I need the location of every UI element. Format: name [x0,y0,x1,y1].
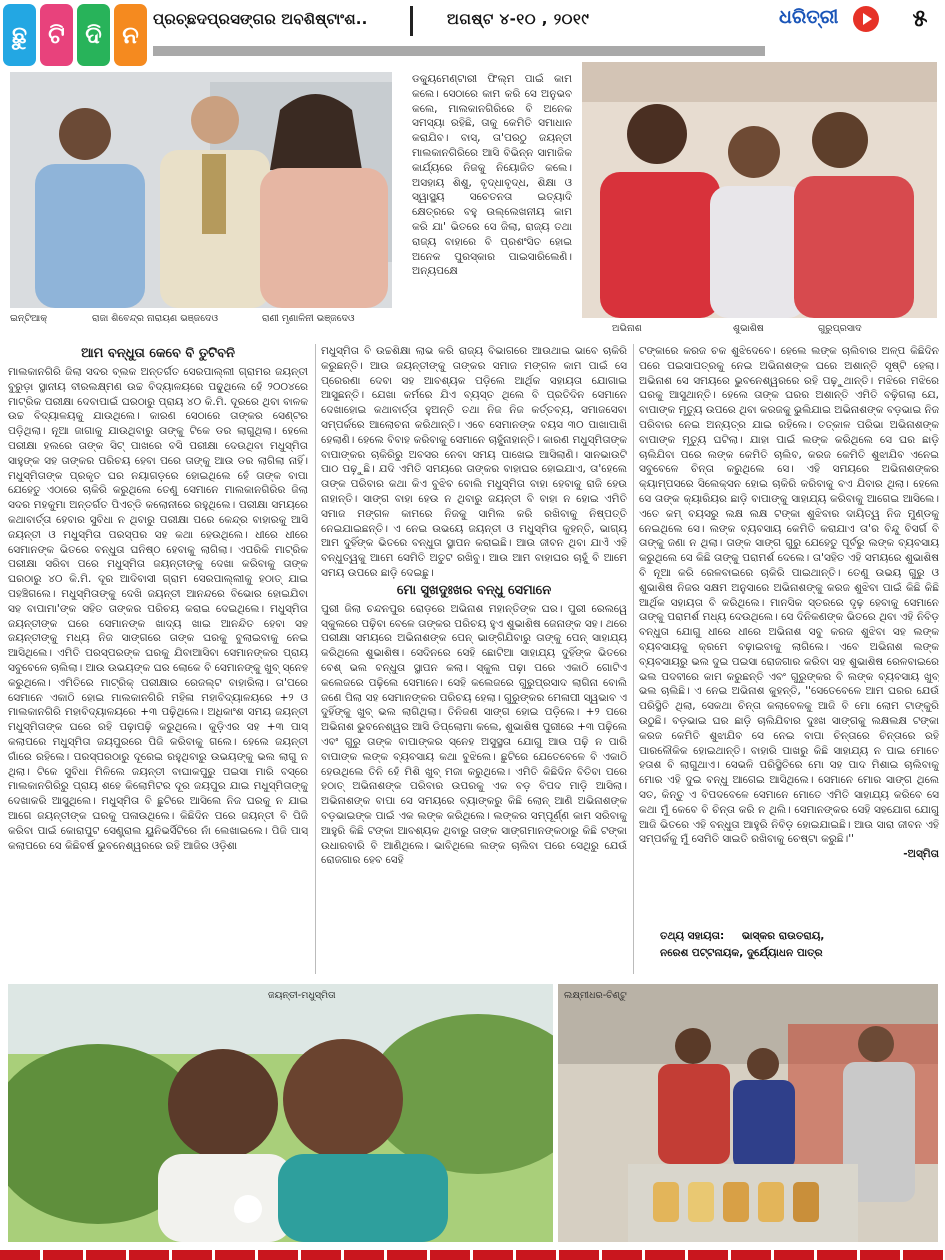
header-bar [153,46,765,56]
credit-line-1: ଭାସ୍କର ରାଉତରାୟ, [741,930,825,942]
three-friends-illustration [582,62,937,318]
page-number: ୫ [912,4,928,32]
credit-label: ତଥ୍ୟ ସହାୟତା: [660,930,725,942]
photo-caption-guruprasad: ଗୁରୁପ୍ରସାଦ [818,323,862,334]
section-title: ପ୍ରଚ୍ଛଦପ୍ରସଙ୍ଗର ଅବଶିଷ୍ଟାଂଶ.. [153,10,368,28]
article-text-col2-top: ମଧୁସ୍ମିତା ବି ଉଚ୍ଚଶିକ୍ଷା ଲାଭ କରି ରାଜ୍ୟ ବିଭାଗରେ ଆଉଥାଇ ଭାବେ ଚାକିରି କରୁଛନ୍ତି। ଆଉ ଜୟନ୍ତୀଙ୍କୁ ତାଙ୍କର ସମାଜ ମଙ୍ଗଳ କାମ ପାଇଁ ସେ ପ୍ରେରଣା ଦେବା ସହ ଆବଶ୍ୟକ ପଡ଼ିଲେ ଆର୍ଥିକ ସହାୟତା ଯୋଗାଇ ଆସୁଛନ୍ତି। ଯେଖା କର୍ମରେ ଯିଏ ବ୍ୟସ୍ତ ଥିଲେ ବି ପ୍ରତିଦିନ ସେମାନେ ଦେଖାହୋଇ କଥାବାର୍ତ୍ତା ହୁଅନ୍ତି ତଥା ନିଜ ନିଜ କର୍ତ୍ତବ୍ୟ, ସମାଜସେବା ସମ୍ପର୍କରେ ଆଲୋଚନା କରିଥାନ୍ତି। ଏବେ ସେମାନଙ୍କ ବୟସ ୩୦ ପାଖାପାଖି ହେଲାଣି। ହେଲେ ବିବାହ କରିବାକୁ ସେମାନେ ଚାହୁଁନାହାନ୍ତି। କାରଣ ମଧୁସ୍ମିତାଙ୍କ ବାପାଙ୍କର ଚାକିରିରୁ ଅବସର ନେବା ସମୟ ପାଖେଇ ଆସିଲାଣି। ସାନଭାଉଟି ପାଠ ପଢ଼ୁଛି। ଯଦି ଏମିତି ସମୟରେ ତାଙ୍କର ବାହାଘର ହୋଇଯାଏ, ତା'ହେଲେ ତାଙ୍କ ପରିବାର କଥା କିଏ ବୁଝିବ ବୋଲି ମଧୁସ୍ମିତା ବାହା ହେବାକୁ ରାଜି ହେଉ ନାହାନ୍ତି। ସାଙ୍ଗ ବାହା ହେଉ ନ ଥିବାରୁ ଜୟନ୍ତୀ ବି ବାହା ନ ହୋଇ ଏମିତି ସମାଜ ମଙ୍ଗଳ କାମରେ ନିଜକୁ ସାମିଲ କରି ରଖିବାକୁ ନିଷ୍ପତ୍ତି ନେଇଯାଇଛନ୍ତି। ଏ ନେଇ ଉଭୟେ ଜୟନ୍ତୀ ଓ ମଧୁସ୍ମିତା କୁହନ୍ତି, ଭାଗ୍ୟ ଆମ ଦୁହିଁଙ୍କ ଭିତରେ ବନ୍ଧୁତା ସ୍ଥାପନ କରାଇଛି। ଆଉ ଜୀବନ ଥିବା ଯାଏଁ ଏହି ବନ୍ଧୁତ୍ୱକୁ ଆମେ ସେମିତି ଅତୁଟ ରଖିବୁ। ଆଉ ଆମ ବାହାଘର ଚାହୁଁ ବି ଆମେ ସମୟ ଉପରେ ଛାଡ଼ି ଦେଇଛୁ। [321,345,627,579]
jayanti-madhusmita-illustration [8,984,553,1242]
section-tile-1: ଛୁ [3,4,36,66]
play-icon [853,6,879,32]
three-friends-photo [582,62,937,318]
article-text-col3: ଟଙ୍କାରେ କରଜ ଚକ ଶୁଝିଦେବେ। ହେଲେ ଲଙ୍କ ଚାଲିବାର ଅଳ୍ପ କିଛିଦିନ ପରେ ପଇସାପତ୍ରକୁ ନେଇ ଅଭିନାଶଙ୍କ ଘରେ ଅଶାନ୍ତି ସୃଷ୍ଟି ହେଲା। ଅଭିନାଶ ସେ ସମୟରେ ଭୁବନେଶ୍ୱରରେ ରହି ପଢ଼ୁଥାନ୍ତି। ମଝିରେ ମଝିରେ ଘରକୁ ଆସୁଥାନ୍ତି। ହେଲେ ତାଙ୍କ ଘରର ଅଶାନ୍ତି ଏମିତି ବଢ଼ିଗଲା ଯେ, ବାପାଙ୍କ ମୃତ୍ୟୁ ଉପରେ ଥିବା କରଜକୁ ଭୁଲିଯାଇ ଅଭିନାଶଙ୍କ ବଡ଼ଭାଇ ନିଜ ପରିବାର ନେଇ ଅନ୍ୟତ୍ର ଯାଇ ରହିଲେ। ତତ୍କାଳ ପରିଭା ଅଭିନାଶଙ୍କ ବାପାଙ୍କ ମୃତ୍ୟୁ ଘଟିଲା। ଯାହା ପାଇଁ ଲଙ୍କ କରିଥିଲେ ସେ ଘର ଛାଡ଼ି ଚାଲିଯିବା ପରେ ଲଙ୍କ କେମିତି ଚାଲିବ, କରଜ କେମିତି ଶୁଝାଯିବ ଏନେଇ ସବୁବେଳେ ଚିନ୍ତା କରୁଥିଲେ ସେ। ଏହି ସମୟରେ ଅଭିନାଶଙ୍କର କ୍ୟାମ୍ପସରେ ସିଲେକ୍ସନ ହୋଇ ଚାକିରି କରିବାକୁ ବଏ ଯିବାର ଥିଲା। ହେଲେ ସେ ତାଙ୍କ କ୍ୟାରିୟର ଛାଡ଼ି ବାପାଙ୍କୁ ସାହାଯ୍ୟ କରିବାକୁ ଆଗେଇ ଆସିଲେ। ଏତେ କମ୍ ବୟସରୁ ଲକ୍ଷ ଲକ୍ଷ ଟଙ୍କା ଶୁଝିବାର ଦାୟିତ୍ୱ ନିଜ ମୁଣ୍ଡକୁ ନେଇଥିଲେ ସେ। ଲଙ୍କ ବ୍ୟବସାୟ କେମିତି କରାଯାଏ ତା'ର ବିନ୍ଦୁ ବିସର୍ଗ ବି ତାଙ୍କୁ ଜଣା ନ ଥିଲା। ତାଙ୍କ ସାଙ୍ଗ ଗୁରୁ ଯେହେତୁ ପୂର୍ବରୁ ଲଙ୍କ ବ୍ୟବସାୟ କରୁଥିଲେ ସେ କିଛି ତାଙ୍କୁ ପରାମର୍ଶ ଦେଲେ। ତା'ସହିତ ଏହି ସମୟରେ ଶୁଭାଶିଷ ବି ନୂଆ କରି ରେଳବାଇରେ ଚାକିରି ପାଇଥାନ୍ତି। ତେଣୁ ଉଭୟ ଗୁରୁ ଓ ଶୁଭାଶିଷ ନିଜର ସକ୍ଷମ ଅନୁସାରେ ଅଭିନାଶଙ୍କୁ କରଜ ଶୁଝିବା ପାଇଁ କିଛି କିଛି ଆର୍ଥିକ ସହାୟତା ବି କରିଥିଲେ। ମାନସିକ ସ୍ତରରେ ଦୃଢ଼ ହେବାକୁ ସେମାନେ ତାଙ୍କୁ ପରାମର୍ଶ ମଧ୍ୟ ଦେଉଥିଲେ। ସେ ଦିନିକଣଙ୍କ ଭିତରେ ଥିବା ଏହି ନିବିଡ଼ ବନ୍ଧୁତା ଯୋଗୁ ଧୀରେ ଧୀରେ ଅଭିନାଶ ସବୁ କରଜ ଶୁଝିବା ସହ ଲଙ୍କ ବ୍ୟବସାୟକୁ କ୍ରମେ ବଢ଼ାଇବାକୁ ଲାଗିଲେ। ଏବେ ଅଭିନାଶ ଲଙ୍କ ବ୍ୟବସାୟରୁ ଭଲ ଦୁଇ ପଇସା ରୋଜଗାର କରିବା ସହ ଶୁଭାଶିଷ ରେଳବାଇରେ ଭଲ ପଦବୀରେ କାମ କରୁଛନ୍ତି ଏବଂ ଗୁରୁଙ୍କର ବି ଲଙ୍କ ବ୍ୟବସାୟ ଖୁବ୍ ଭଲ ଚାଲିଛି। ଏ ନେଇ ଅଭିନାଶ କୁହନ୍ତି, ''ସେତେବେଳେ ଆମ ଘରର ଯେଉଁ ପରିସ୍ଥିତି ଥିଲା, ସେକଥା ଚିନ୍ତା କଲାବେଳକୁ ଆଜି ବି ମୋ ଲୋମ ଟାଙ୍କୁରି ଉଠୁଛି। ବଡ଼ଭାଇ ଘର ଛାଡ଼ି ଚାଲିଯିବାର ଦୁଃଖ ସାଙ୍ଗକୁ ଲକ୍ଷଲକ୍ଷ ଟଙ୍କା କରଜ କେମିତି ଶୁଝାଯିବ ସେ ନେଇ ବାପା ଚିନ୍ତାରେ ଚିନ୍ତାରେ ରହି ପାରଳୌକିକ ହୋଇଥାନ୍ତି। ବାହାରି ପାଖରୁ କିଛି ସାହାଯ୍ୟ ନ ପାଇ ମୋତେ ହତାଶ ବି ଲାଗୁଥାଏ। ସେଭଳି ପରିସ୍ଥିତିରେ ମୋ ସହ ପାଦ ମିଶାଇ ଚାଲିବାକୁ ମୋର ଏହି ଦୁଇ ବନ୍ଧୁ ଆଗେଇ ଆସିଥିଲେ। ସେମାନେ ମୋର ସାଙ୍ଗ ଥିଲେ ସତ, କିନ୍ତୁ ଏ ବିପଦବେଳେ ସେମାନେ ମୋତେ ଏମିତି ସାହାଯ୍ୟ କରିବେ ସେ କଥା ମୁଁ କେବେ ବି ଚିନ୍ତା କରି ନ ଥିଲି। ସେମାନଙ୍କର ସେହି ସହଯୋଗ ଯୋଗୁ ଆଜି ଭିତରେ ଏହି ବନ୍ଧୁତା ଆହୁରି ନିବିଡ଼ ହୋଇଯାଇଛି। ଆଉ ସାରା ଜୀବନ ଏହି ସମ୍ପର୍କକୁ ମୁଁ ସେମିତି ସାଇତି ରଖିବାକୁ ଚେଷ୍ଟା କରୁଛି।'' [639,345,939,846]
issue-date: ଅଗଷ୍ଟ ୪-୧୦ , ୨୦୧୯ [447,10,590,28]
photo-caption-shubhashish: ଶୁଭାଶିଷ [733,323,764,334]
column-divider-1 [315,344,316,974]
headline-friends-in-joy-sorrow: ମୋ ସୁଖଦୁଃଖର ବନ୍ଧୁ ସେମାନେ [396,582,552,598]
info-credits [660,928,940,962]
photo-caption-abhinash: ଅଭିନାଶ [612,323,642,334]
article-text-col2-bottom: ପୁରୀ ଜିଲା ଚନ୍ଦନପୁର ରୋଡ଼ରେ ଅଭିନାଶ ମହାନ୍ତିଙ୍କ ଘର। ପୁରୀ ରେଲୱେ ସ୍କୁଲରେ ପଢ଼ିବା ବେଳେ ତାଙ୍କର ପରିଚୟ ହୁଏ ଶୁଭାଶିଷ ଜେନାଙ୍କ ସହ। ଥରେ ପରୀକ୍ଷା ସମୟରେ ଅଭିନାଶଙ୍କ ପେନ୍ ଭାଙ୍ଗିଯିବାରୁ ତାଙ୍କୁ ପେନ୍ ସାହାଯ୍ୟ କରିଥିଲେ ଶୁଭାଶିଷ। ସେଦିନରେ ସେହି ଛୋଟିଆ ସାହାଯ୍ୟ ଦୁହିଁଙ୍କ ଭିତରେ ବେଶ୍ ଭଲ ବନ୍ଧୁତା ସ୍ଥାପନ କଲା। ସ୍କୁଲ ପଢ଼ା ପରେ ଏକାଠି ଗୋଟିଏ କଲେଜରେ ପଢ଼ିଲେ ସେମାନେ। ସେହି କଲେଜରେ ଗୁରୁପ୍ରସାଦ ଲାଗିନା ବୋଲି ଜଣେ ପିଲା ସହ ସେମାନଙ୍କର ପରିଚୟ ହେଲା। ଗୁରୁଙ୍କର ମେଳାପୀ ସ୍ୱଭାବ ଏ ଦୁହିଁଙ୍କୁ ଖୁବ୍ ଭଲ ଲାଗିଥିଲା। ତିନିଜଣ ସାଙ୍ଗ ହୋଇ ପଡ଼ିଲେ। +୨ ପରେ ଅଭିନାଶ ଭୁବନେଶ୍ୱର ଆସି ଡିପ୍ଲୋମା କଲେ, ଶୁଭାଶିଷ ପୁରୀରେ +୩ ପଢ଼ିଲେ ଏବଂ ଗୁରୁ ତାଙ୍କ ବାପାଙ୍କର ସ୍ନେହ ଅସୁସ୍ଥତା ଯୋଗୁ ଆଉ ପଢ଼ି ନ ପାରି ବାପାଙ୍କ ଲଙ୍କ ବ୍ୟବସାୟ କଥା ବୁଝିଲେ। ଛୁଟିରେ ଯେତେବେଳେ ବି ଏକାଠି ହେଉଥିଲେ ତିନି ହେଁ ମିଶି ଖୁବ୍ ମଜା କରୁଥିଲେ। ଏମିତି କିଛିଦିନ ବିତିବା ପରେ ହଠାତ୍ ଅଭିନାଶଙ୍କ ପରିବାର ଉପରକୁ ଏକ ବଡ଼ ବିପଦ ମାଡ଼ି ଆସିଲା। ଅଭିନାଶଙ୍କ ବାପା ସେ ସମୟରେ ବ୍ୟାଙ୍କରୁ କିଛି ଲୋନ୍ ଆଣି ଅଭିନାଶଙ୍କ ବଡ଼ଭାଇଙ୍କ ପାଇଁ ଏକ ଲଙ୍କ କରିଥିଲେ। ଲଙ୍କର ସମ୍ପୂର୍ଣ୍ଣ କାମ ସରିବାକୁ ଆହୁରି କିଛି ଟଙ୍କା ଆବଶ୍ୟକ ଥିବାରୁ ତାଙ୍କ ସାଙ୍ଗମାନଙ୍କଠାରୁ କିଛି ଟଙ୍କା ଉଧାରବାରି ବି ଆଣିଥିଲେ। ଭାବିଥିଲେ ଲଙ୍କ ଚାଲିବା ପରେ ସେଥିରୁ ଯେଉଁ ରୋଜଗାର ହେବ ସେହି [321,602,627,867]
jayanti-madhusmita-photo [8,984,553,1242]
credit-line-2: ନରେଶ ପଟ୍ଟନାୟକ, ଦୁର୍ଯ୍ୟୋଧନ ପାତ୍ର [660,947,823,959]
section-tile-4: ନ [114,4,147,66]
author-signature: -ଅସ୍ମିତା [903,848,939,861]
royal-couple-illustration [10,72,392,308]
article-column-2 [321,344,627,976]
street-vendor-photo [558,984,938,1242]
column-divider-2 [633,344,634,974]
brand-logo [775,4,893,38]
article-text-top-middle: ଡକ୍ୟୁମେଣ୍ଟାରୀ ଫିଲ୍ମ ପାଇଁ କାମ କଲେ। ସେଠାରେ କାମ କରି ସେ ଅନୁଭବ କଲେ, ମାଲକାନଗିରିରେ ବି ଅନେକ ସମସ୍ୟା ରହିଛି, ତାକୁ କେମିତି ସମାଧାନ କରାଯିବ। ବାସ୍‌, ତା'ପରଠୁ ଜୟନ୍ତୀ ମାଲକାନଗିରିରେ ଆସି ବିଭିନ୍ନ ସାମାଜିକ କାର୍ଯ୍ୟରେ ନିଜକୁ ନିୟୋଜିତ କଲେ। ଅସହାୟ ଶିଶୁ, ବୃଦ୍ଧାବୃଦ୍ଧ, ଶିକ୍ଷା ଓ ସ୍ୱାସ୍ଥ୍ୟ ସଚେତନତା ଇତ୍ୟାଦି କ୍ଷେତ୍ରରେ ବହୁ ଉଲ୍ଲେଖନୀୟ କାମ କରି ଯା' ଭିତରେ ସେ ଜିଲା, ରାଜ୍ୟ ତଥା ରାଜ୍ୟ ବାହାରେ ବି ପ୍ରଶଂସିତ ହୋଇ ଅନେକ ପୁରସ୍କାର ପାଇସାରିଲେଣି। ଅନ୍ୟପକ୍ଷେ [412,73,572,278]
footer-bar [0,1250,945,1260]
photo-caption-centre: ରାଜା ଶିବେନ୍ଦ୍ର ନାରାୟଣ ଭଞ୍ଜଦେଓ [92,313,219,324]
royal-couple-photo [10,72,392,308]
masthead [0,0,945,70]
section-tile-2: ଟି [40,4,73,66]
article-text-col1: ମାଲକାନଗିରି ଜିଲା ସଦର ବ୍ଲକ ଅନ୍ତର୍ଗତ ସେରପାଲ୍ଲୀ ଗ୍ରାମର ଜୟନ୍ତୀ ବୁରୁଡ଼ା ସ୍ଥାନୀୟ ବୀରଲକ୍ଷ୍ମଣ ଉଚ୍ଚ ବିଦ୍ୟାଳୟରେ ପଢୁଥିଲେ ହେଁ ୨୦୦୪ରେ ମାଟ୍ରିକ ପରୀକ୍ଷା ଦେବାପାଇଁ ଘରଠାରୁ ପ୍ରାୟ ୪୦ କି.ମି. ଦୂରରେ ଥିବା ବାଳକ ଉଚ୍ଚ ବିଦ୍ୟାଳୟକୁ ଯାଉଥିଲେ। କାରଣ ସେଠାରେ ତାଙ୍କର ସେଣ୍ଟର ପଡ଼ିଥିଲା। ନୂଆ ଜାଗାକୁ ଯାଉଥିବାରୁ ତାଙ୍କୁ ଟିକେ ଡର ଲାଗୁଥିଲା। ହେଲେ ପରୀକ୍ଷା ହଲରେ ତାଙ୍କ ସିଟ୍ ପାଖରେ ବସି ପରୀକ୍ଷା ଦେଉଥିବା ମଧୁସ୍ମିତା ସାହୁଙ୍କ ସହ ତାଙ୍କର ପରିଚୟ ହେବା ପରେ ତାଙ୍କୁ ଆଉ ଡର ଲାଗିଲା ନାହିଁ। ମଧୁସ୍ମିତାଙ୍କ ପ୍ରକୃତ ଘର ନୟାଗଡ଼ରେ ହୋଇଥିଲେ ହେଁ ତାଙ୍କ ବାପା ଯେହେତୁ ଏଠାରେ ଚାକିରି କରୁଥିଲେ ତେଣୁ ସେମାନେ ମାଲକାନଗିରିର ଜିଲା ସଦର ମହକୁମା ଅନ୍ତର୍ଗତ ପିଏଚ୍‌ଡି କଲୋନୀରେ ରହୁଥିଲେ। ପରୀକ୍ଷା ସମୟରେ କଥାବାର୍ତ୍ତା ହେବାର ସୁବିଧା ନ ଥିବାରୁ ପରୀକ୍ଷା ପରେ କେନ୍ଦ୍ର ବାହାରକୁ ଆସି ଜୟନ୍ତୀ ଓ ମଧୁସ୍ମିତା ପରସ୍ପର ସହ କଥା ହେଉଥିଲେ। ଧୀରେ ଧୀରେ ସେମାନଙ୍କ ଭିତରେ ବନ୍ଧୁତା ଘନିଷ୍ଠ ହେବାକୁ ଲାଗିଲା। ଏପରିକି ମାଟ୍ରିକ ପରୀକ୍ଷା ସରିବା ପରେ ମଧୁସ୍ମିତା ଜୟନ୍ତୀଙ୍କୁ ଦେଖା କରିବାକୁ ତାଙ୍କ ଘରଠାରୁ ୪୦ କି.ମି. ଦୂର ଆଦିବାସୀ ଗ୍ରାମ ସେରପାଲ୍ଲୀକୁ ହଠାତ୍ ଯାଇ ପହଞ୍ଚିଗଲେ। ମଧୁସ୍ମିତାଙ୍କୁ ଦେଖି ଜୟନ୍ତୀ ଆନନ୍ଦରେ ବିଭୋର ହୋଇଯିବା ସହ ବାପାମା'ଙ୍କ ସହିତ ତାଙ୍କର ପରିଚୟ କରାଇ ଦେଇଥିଲେ। ମଧୁସ୍ମିତା ଜୟନ୍ତୀଙ୍କ ଘରେ ସେମାନଙ୍କ ଖାଦ୍ୟ ଖାଇ ଆନନ୍ଦିତ ହେବା ସହ ଜୟନ୍ତୀଙ୍କୁ ମଧ୍ୟ ନିଜ ସାଙ୍ଗରେ ତାଙ୍କ ଘରକୁ ବୁଲାଇବାକୁ ନେଇ ଆସିଥିଲେ। ଏମିତି ପରସ୍ପରଙ୍କ ଘରକୁ ଯିବାଆସିବା ସେମାନଙ୍କର ପ୍ରାୟ ସବୁବେଳେ ଚାଲିଲା। ଆଉ ଉଭୟଙ୍କ ଘର ଲୋକେ ବି ସେମାନଙ୍କୁ ଖୁବ୍ ସ୍ନେହ କରୁଥିଲେ। ଏମିତିରେ ମାଟ୍ରିକ୍ ପରୀକ୍ଷାର ରେଜଲ୍ଟ ବାହାରିଲା। ତା'ପରେ ସେମାନେ ଏକାଠି ହୋଇ ମାଲକାନଗିରି ମହିଳା ମହାବିଦ୍ୟାଳୟରେ +୨ ଓ ମାଲକାନଗିରି ମହାବିଦ୍ୟାଳୟରେ +୩ ପଢ଼ିଥିଲେ। ଅଧିକାଂଶ ସମୟ ଜୟନ୍ତୀ ମଧୁସ୍ମିତାଙ୍କ ଘରେ ରହି ପଢ଼ାପଢ଼ି କରୁଥିଲେ। କୁଡ଼ିଏର ସହ +୩ ପାସ୍ କଲାପରେ ମଧୁସ୍ମିତା ଜୟପୁରରେ ପିଜି କରିବାକୁ ଗଲେ। ହେଲେ ଜୟନ୍ତୀ ଗାଁରେ ରହିଲେ। ପରସ୍ପରଠାରୁ ଦୂରେଇ ରହୁଥିବାରୁ ଉଭୟଙ୍କୁ ଭଲ ଲାଗୁ ନ ଥିଲା। ଟିକେ ସୁବିଧା ମିଳିଲେ ଜୟନ୍ତୀ ବାଘାକପୁରୁ ପଇସା ମାରି ବସ୍‌ରେ ମାଲକାନଗିରିରୁ ପ୍ରାୟ ଶହେ କିଲୋମିଟର ଦୂର ଜୟପୁର ଯାଇ ମଧୁସ୍ମିତାଙ୍କୁ ଦେଖାକରି ଆସୁଥିଲେ। ମଧୁସ୍ମିତା ବି ଛୁଟିରେ ଆସିଲେ ନିଜ ଘରକୁ ନ ଯାଇ ଆଗେ ଜୟନ୍ତୀଙ୍କ ଘରକୁ ପଳାଉଥିଲେ। କିଛିଦିନ ପରେ ଜୟନ୍ତୀ ବି ପିଜି କରିବା ପାଇଁ କୋରାପୁଟ ସେଣ୍ଟ୍ରାଲ ୟୁନିଭର୍ସିଟିରେ ନାଁ ଲେଖାଇଲେ। ପିଜି ପାସ୍ କଲାପରେ ସେ କିଛିବର୍ଷ ଭୁବନେଶ୍ୱରରେ ରହି ଆଜିର ଓଡ଼ିଶା [8,366,308,852]
photo-caption-lakshmidhar-chintu: ଲକ୍ଷ୍ମୀଧର-ଚିଣ୍ଟୁ [564,990,627,1001]
photo-caption-right: ରାଣୀ ମୃଣାଳିନୀ ଭଞ୍ଜଦେଓ [262,313,355,324]
article-top-middle [412,72,572,344]
brand-name: ଧରିତ୍ରୀ [779,6,839,28]
article-column-1 [8,344,308,976]
section-tile-3: ଦି [77,4,110,66]
article-column-3 [639,344,939,922]
photo-caption-left: ଇନ୍‌ଟିଆକ୍‌ [10,313,48,324]
header-divider [410,6,413,36]
photo-caption-jayanti-madhusmita: ଜୟନ୍ତୀ-ମଧୁସ୍ମିତା [268,990,336,1001]
headline-friendship-never-breaks: ଆମ ବନ୍ଧୁତା କେବେ ବି ତୁଟିବନି [81,346,235,361]
street-vendor-illustration [558,984,938,1242]
